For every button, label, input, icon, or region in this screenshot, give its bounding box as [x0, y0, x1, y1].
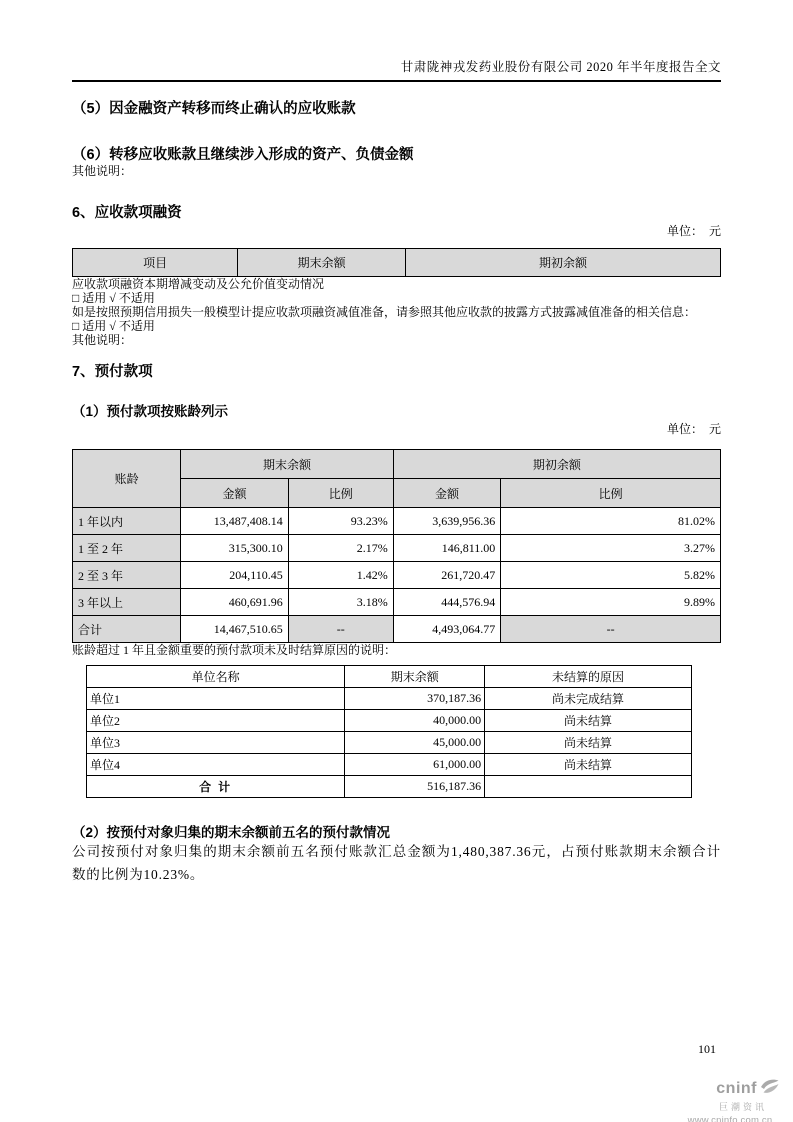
prepayments-aging-table [72, 449, 721, 643]
col-header-unit-name: 单位名称 [87, 666, 345, 688]
unit-reason: 尚未结算 [485, 732, 692, 754]
end-amount-value: 315,300.10 [181, 535, 289, 562]
unit-label-2: 单位： 元 [666, 422, 721, 436]
end-ratio-value: 93.23% [288, 508, 393, 535]
end-amount-total: 14,467,510.65 [181, 616, 289, 643]
aging-row-2-3y [73, 562, 721, 589]
col-header-ending-balance: 期末余额 [345, 666, 485, 688]
section-5-heading: （5）因金融资产转移而终止确认的应收账款 [72, 101, 356, 117]
prepayments-heading: 7、预付款项 [72, 364, 153, 380]
col-header-beg-amount: 金额 [393, 479, 501, 508]
aging-label: 3 年以上 [73, 589, 181, 616]
receivables-financing-heading: 6、应收款项融资 [72, 205, 182, 221]
beg-ratio-value: 9.89% [501, 589, 721, 616]
unit-name: 单位4 [87, 754, 345, 776]
end-ratio-value: 2.17% [288, 535, 393, 562]
impairment-disclosure-note: 如是按照预期信用损失一般模型计提应收款项融资减值准备，请参照其他应收款的披露方式披露减值准备的相关信息： [72, 305, 697, 319]
unit-reason: 尚未完成结算 [485, 688, 692, 710]
cninfo-swoosh-icon [759, 1078, 779, 1100]
beg-ratio-value: 81.02% [501, 508, 721, 535]
other-note-label-1: 其他说明： [72, 164, 133, 178]
col-header-ending-balance: 期末余额 [238, 249, 406, 277]
overdue-prepayments-note: 账龄超过 1 年且金额重要的预付款项未及时结算原因的说明： [72, 643, 397, 657]
end-amount-value: 204,110.45 [181, 562, 289, 589]
units-total-row [87, 776, 692, 798]
col-group-ending-balance: 期末余额 [181, 450, 394, 479]
aging-label: 1 至 2 年 [73, 535, 181, 562]
col-header-beg-ratio: 比例 [501, 479, 721, 508]
aging-label: 1 年以内 [73, 508, 181, 535]
receivables-financing-table [72, 248, 721, 277]
col-group-beginning-balance: 期初余额 [393, 450, 720, 479]
aging-header-row-groups [73, 450, 721, 479]
beg-amount-total: 4,493,064.77 [393, 616, 501, 643]
end-ratio-value: 1.42% [288, 562, 393, 589]
units-total-label: 合 计 [87, 776, 345, 798]
page-content [72, 0, 721, 886]
aging-row-1-2y [73, 535, 721, 562]
page-number: 101 [698, 1042, 716, 1056]
cninfo-chinese-name: 巨潮资讯 [718, 1102, 767, 1112]
units-row-3 [87, 732, 692, 754]
top5-prepayments-heading: （2）按预付对象归集的期末余额前五名的预付款情况 [72, 825, 391, 840]
aging-total-label: 合计 [73, 616, 181, 643]
applicable-checkbox-line-1: □ 适用 √ 不适用 [72, 291, 155, 305]
aging-row-total [73, 616, 721, 643]
document-header-title: 甘肃陇神戎发药业股份有限公司 2020 年半年度报告全文 [72, 0, 721, 82]
applicable-checkbox-line-2: □ 适用 √ 不适用 [72, 319, 155, 333]
beg-ratio-value: 3.27% [501, 535, 721, 562]
units-table-wrapper [86, 665, 692, 798]
end-amount-value: 460,691.96 [181, 589, 289, 616]
aging-label: 2 至 3 年 [73, 562, 181, 589]
col-header-aging: 账龄 [73, 450, 181, 508]
unit-reason: 尚未结算 [485, 754, 692, 776]
unit-amount: 61,000.00 [345, 754, 485, 776]
table-header-row [73, 249, 721, 277]
beg-amount-value: 3,639,956.36 [393, 508, 501, 535]
aging-row-within-1y [73, 508, 721, 535]
end-amount-value: 13,487,408.14 [181, 508, 289, 535]
unit-amount: 40,000.00 [345, 710, 485, 732]
units-row-4 [87, 754, 692, 776]
col-header-item: 项目 [73, 249, 238, 277]
other-note-label-2: 其他说明： [72, 333, 133, 347]
unit-label-1: 单位： 元 [666, 224, 721, 238]
beg-amount-value: 146,811.00 [393, 535, 501, 562]
cninfo-wordmark: cninf [716, 1080, 757, 1097]
top5-prepayments-paragraph: 公司按预付对象归集的期末余额前五名预付账款汇总金额为1,480,387.36元，占预付账款期末余额合计数的比例为10.23%。 [72, 844, 721, 882]
prepayments-aging-heading: （1）预付款项按账龄列示 [72, 404, 229, 419]
unit-amount: 45,000.00 [345, 732, 485, 754]
unit-amount: 370,187.36 [345, 688, 485, 710]
unit-reason: 尚未结算 [485, 710, 692, 732]
prepayments-units-table [86, 665, 692, 798]
unit-name: 单位3 [87, 732, 345, 754]
beg-amount-value: 444,576.94 [393, 589, 501, 616]
financing-change-note: 应收款项融资本期增减变动及公允价值变动情况 [72, 277, 325, 291]
units-total-reason [485, 776, 692, 798]
beg-ratio-value: 5.82% [501, 562, 721, 589]
beg-ratio-total: -- [501, 616, 721, 643]
col-header-end-ratio: 比例 [288, 479, 393, 508]
beg-amount-value: 261,720.47 [393, 562, 501, 589]
cninfo-brand-line [675, 1078, 785, 1100]
col-header-end-amount: 金额 [181, 479, 289, 508]
unit-name: 单位2 [87, 710, 345, 732]
units-total-amount: 516,187.36 [345, 776, 485, 798]
section-6-heading: （6）转移应收账款且继续涉入形成的资产、负债金额 [72, 147, 414, 163]
col-header-unsettled-reason: 未结算的原因 [485, 666, 692, 688]
cninfo-url: www.cninfo.com.cn [687, 1115, 773, 1122]
aging-row-over-3y [73, 589, 721, 616]
end-ratio-total: -- [288, 616, 393, 643]
cninfo-logo [675, 1078, 785, 1122]
col-header-beginning-balance: 期初余额 [406, 249, 721, 277]
units-row-2 [87, 710, 692, 732]
end-ratio-value: 3.18% [288, 589, 393, 616]
units-header-row [87, 666, 692, 688]
unit-name: 单位1 [87, 688, 345, 710]
units-row-1 [87, 688, 692, 710]
